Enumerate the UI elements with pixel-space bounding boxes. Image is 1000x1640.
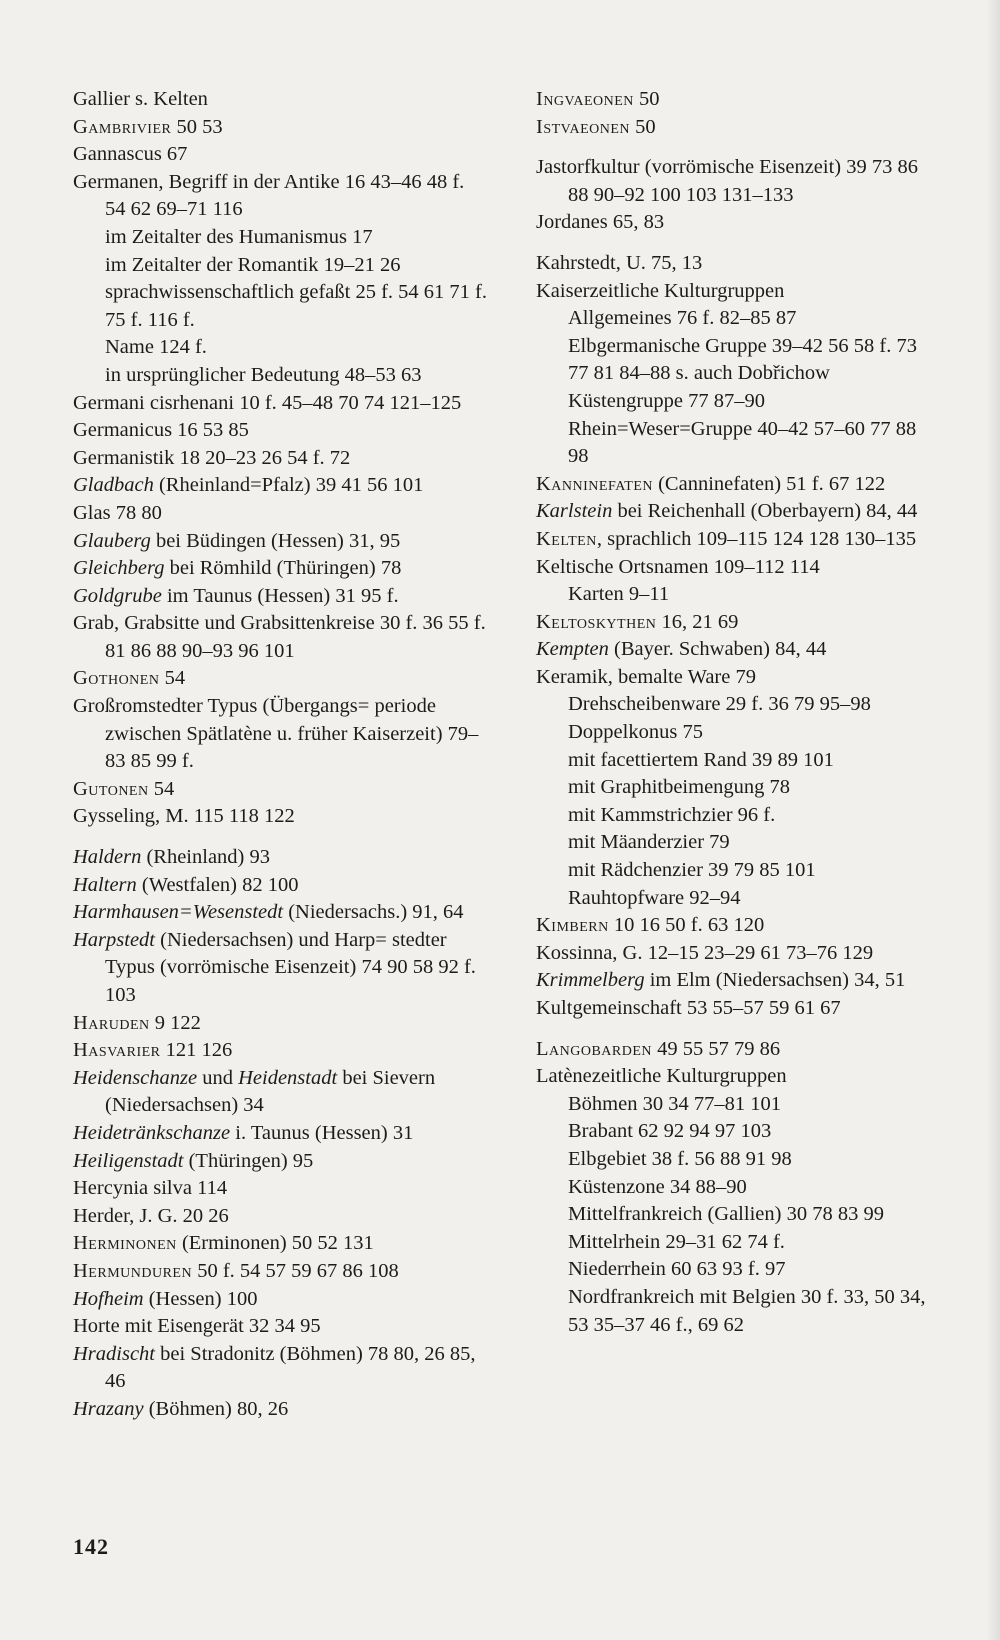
index-entry [73, 86, 488, 114]
entry-term-italic: Gladbach [73, 474, 154, 497]
index-entry [73, 583, 488, 611]
index-entry [73, 555, 488, 583]
index-entry [73, 1258, 488, 1286]
index-entry [73, 872, 488, 900]
entry-text: 49 55 57 79 86 [652, 1037, 781, 1060]
index-entry [73, 803, 488, 831]
index-entry [536, 498, 941, 526]
entry-term-italic: Haldern [73, 846, 142, 869]
entry-text: 50 [630, 115, 656, 138]
entry-text: Kossinna, G. 12–15 23–29 61 73–76 129 [536, 941, 874, 964]
entry-term-smallcaps: Kanninefaten [536, 472, 653, 495]
index-subentry [73, 334, 488, 362]
entry-text: Küstenzone 34 88–90 [568, 1175, 747, 1198]
index-subentry [536, 802, 941, 830]
entry-text: 10 16 50 f. 63 120 [608, 914, 765, 937]
index-entry [536, 609, 941, 637]
index-entry [73, 417, 488, 445]
index-entry [73, 500, 488, 528]
entry-term-smallcaps: Hasvarier [73, 1039, 161, 1062]
entry-text: bei Büdingen (Hessen) 31, 95 [150, 529, 401, 552]
entry-text: Großromstedter Typus (Übergangs= periode zwischen Spätlatène u. früher Kaiserzeit) 79–83 85 99 f. [73, 695, 479, 773]
entry-text: Rhein=Weser=Gruppe 40–42 57–60 77 88 98 [568, 417, 917, 468]
entry-text: (Rheinland) 93 [141, 846, 270, 869]
index-entry [536, 664, 941, 692]
entry-text: (Niedersachs.) 91, 64 [283, 901, 464, 924]
entry-text: Kaiserzeitliche Kulturgruppen [536, 279, 785, 302]
entry-text: mit Rädchenzier 39 79 85 101 [568, 859, 816, 882]
index-entry [536, 250, 941, 278]
index-entry [73, 1230, 488, 1258]
entry-text: mit facettiertem Rand 39 89 101 [568, 748, 834, 771]
entry-term-smallcaps: Kelten [536, 527, 597, 550]
index-entry [536, 940, 941, 968]
entry-text: Allgemeines 76 f. 82–85 87 [568, 307, 797, 330]
entry-text: Latènezeitliche Kulturgruppen [536, 1065, 787, 1088]
entry-text: Böhmen 30 34 77–81 101 [568, 1092, 781, 1115]
entry-text: sprachwissenschaftlich gefaßt 25 f. 54 61 71 f. 75 f. 116 f. [105, 281, 487, 331]
entry-term-italic: Gleichberg [73, 557, 165, 580]
index-subentry [536, 388, 941, 416]
entry-text: im Zeitalter des Humanismus 17 [105, 225, 373, 248]
index-column-right [536, 86, 941, 1339]
entry-text: 54 [148, 777, 175, 800]
entry-text: mit Mäanderzier 79 [568, 831, 730, 854]
entry-text: Germanistik 18 20–23 26 54 f. 72 [73, 446, 351, 469]
entry-text: im Elm (Niedersachsen) 34, 51 [644, 969, 906, 992]
entry-text: Jordanes 65, 83 [536, 211, 665, 234]
index-entry [73, 1037, 488, 1065]
entry-text: Gallier s. Kelten [73, 88, 208, 110]
entry-text: mit Kammstrichzier 96 f. [568, 803, 776, 826]
entry-text: (Canninefaten) 51 f. 67 122 [652, 472, 886, 495]
entry-text: Mittelfrankreich (Gallien) 30 78 83 99 [568, 1203, 884, 1226]
index-subentry [536, 305, 941, 333]
index-entry [73, 844, 488, 872]
entry-text: in ursprünglicher Bedeutung 48–53 63 [105, 363, 422, 386]
index-entry [73, 1396, 488, 1424]
entry-term-smallcaps: Keltoskythen [536, 610, 657, 633]
index-entry [536, 995, 941, 1023]
entry-text: Gannascus 67 [73, 143, 188, 166]
index-entry [73, 390, 488, 418]
entry-text: Niederrhein 60 63 93 f. 97 [568, 1258, 786, 1281]
entry-text: 50 [633, 88, 660, 110]
index-entry [73, 1286, 488, 1314]
entry-text: Mittelrhein 29–31 62 74 f. [568, 1230, 785, 1253]
index-entry [73, 141, 488, 169]
entry-text: Brabant 62 92 94 97 103 [568, 1120, 772, 1143]
entry-term-smallcaps: Hermunduren [73, 1259, 193, 1282]
entry-text: , sprachlich 109–115 124 128 130–135 [596, 527, 917, 550]
entry-term-italic: Heidetränkschanze [73, 1121, 231, 1144]
index-entry [73, 1010, 488, 1038]
index-entry [73, 169, 488, 224]
index-entry [73, 1175, 488, 1203]
entry-term-italic: Heidenschanze [73, 1066, 198, 1089]
entry-text: bei Römhild (Thüringen) 78 [164, 557, 402, 580]
index-subentry [536, 1284, 941, 1339]
index-entry [536, 526, 941, 554]
index-entry [73, 528, 488, 556]
entry-text: und [197, 1066, 239, 1089]
index-entry [73, 610, 488, 665]
index-subentry [73, 252, 488, 280]
entry-term-italic: Hradischt [73, 1342, 155, 1365]
entry-text: Glas 78 80 [73, 501, 162, 524]
entry-term-smallcaps: Gutonen [73, 777, 149, 800]
index-entry [536, 154, 941, 209]
index-subentry [536, 829, 941, 857]
entry-text: Nordfrankreich mit Belgien 30 f. 33, 50 34, 53 35–37 46 f., 69 62 [568, 1285, 926, 1336]
entry-text: (Hessen) 100 [143, 1287, 258, 1310]
index-entry [73, 1120, 488, 1148]
index-entry [73, 1065, 488, 1120]
index-entry [73, 665, 488, 693]
entry-text: Elbgermanische Gruppe 39–42 56 58 f. 73 77 81 84–88 s. auch Dobřichow [568, 334, 917, 385]
entry-text: Drehscheibenware 29 f. 36 79 95–98 [568, 693, 871, 716]
entry-text: Karten 9–11 [568, 583, 670, 606]
entry-text: 50 f. 54 57 59 67 86 108 [192, 1259, 399, 1282]
entry-term-italic: Heidenstadt [238, 1066, 338, 1089]
entry-text: bei Sievern (Niedersachsen) 34 [105, 1066, 436, 1117]
entry-text: (Böhmen) 80, 26 [143, 1397, 289, 1420]
index-entry [536, 554, 941, 582]
entry-text: im Taunus (Hessen) 31 95 f. [161, 584, 399, 607]
index-entry [536, 1036, 941, 1064]
entry-text: Doppelkonus 75 [568, 721, 703, 744]
entry-text: Herder, J. G. 20 26 [73, 1204, 229, 1227]
entry-text: (Rheinland=Pfalz) 39 41 56 101 [153, 474, 424, 497]
entry-text: (Erminonen) 50 52 131 [176, 1232, 374, 1255]
entry-term-italic: Kempten [536, 638, 609, 661]
entry-term-italic: Goldgrube [73, 584, 162, 607]
entry-text: 16, 21 69 [656, 610, 739, 633]
entry-term-smallcaps: Gothonen [73, 667, 160, 690]
index-entry [536, 114, 941, 142]
index-entry [73, 1313, 488, 1341]
entry-text: mit Graphitbeimengung 78 [568, 776, 791, 799]
entry-term-italic: Karlstein [536, 500, 613, 523]
index-subentry [536, 719, 941, 747]
index-subentry [536, 885, 941, 913]
entry-term-italic: Harmhausen=Wesenstedt [73, 901, 284, 924]
index-entry [536, 471, 941, 499]
index-entry [73, 776, 488, 804]
page-edge-shadow [986, 0, 1000, 1640]
index-entry [536, 967, 941, 995]
index-entry [73, 927, 488, 1010]
entry-term-smallcaps: Kimbern [536, 914, 609, 937]
entry-text: Küstengruppe 77 87–90 [568, 389, 766, 412]
entry-text: 50 53 [171, 115, 223, 138]
entry-text: (Westfalen) 82 100 [136, 873, 299, 896]
entry-text: (Niedersachsen) und Harp= stedter Typus (vorrömische Eisenzeit) 74 90 58 92 f. 103 [105, 928, 476, 1006]
entry-term-italic: Harpstedt [73, 928, 155, 951]
index-subentry [536, 857, 941, 885]
index-entry [73, 1203, 488, 1231]
index-entry [536, 278, 941, 306]
entry-term-italic: Glauberg [73, 529, 151, 552]
entry-text: Hercynia silva 114 [73, 1177, 228, 1200]
entry-term-italic: Hrazany [73, 1397, 144, 1420]
index-entry [73, 114, 488, 142]
index-subentry [73, 279, 488, 334]
entry-text: Germanicus 16 53 85 [73, 419, 249, 442]
index-subentry [536, 581, 941, 609]
entry-text: Keltische Ortsnamen 109–112 114 [536, 555, 820, 578]
index-subentry [536, 1201, 941, 1229]
entry-text: Germani cisrhenani 10 f. 45–48 70 74 121–125 [73, 391, 462, 414]
entry-text: (Bayer. Schwaben) 84, 44 [608, 638, 827, 661]
entry-text: i. Taunus (Hessen) 31 [230, 1121, 414, 1144]
index-entry [536, 209, 941, 237]
entry-term-smallcaps: Langobarden [536, 1037, 653, 1060]
entry-term-italic: Krimmelberg [536, 969, 645, 992]
index-subentry [536, 691, 941, 719]
entry-text: (Thüringen) 95 [183, 1149, 314, 1172]
entry-term-italic: Haltern [73, 873, 137, 896]
index-subentry [536, 416, 941, 471]
entry-text: 54 [159, 667, 186, 690]
entry-text: Kultgemeinschaft 53 55–57 59 61 67 [536, 997, 841, 1019]
entry-text: Grab, Grabsitte und Grabsittenkreise 30 f. 36 55 f. 81 86 88 90–93 96 101 [73, 612, 486, 662]
index-entry [73, 693, 488, 776]
index-entry [536, 636, 941, 664]
entry-text: Elbgebiet 38 f. 56 88 91 98 [568, 1147, 792, 1170]
index-entry [73, 1148, 488, 1176]
index-entry [73, 899, 488, 927]
index-subentry [536, 1146, 941, 1174]
entry-text: Jastorfkultur (vorrömische Eisenzeit) 39 73 86 88 90–92 100 103 131–133 [536, 156, 919, 206]
entry-term-smallcaps: Herminonen [73, 1232, 177, 1255]
index-subentry [536, 1229, 941, 1257]
entry-text: 121 126 [160, 1039, 233, 1062]
index-entry [536, 912, 941, 940]
index-entry [536, 1063, 941, 1091]
entry-term-smallcaps: Gambrivier [73, 115, 172, 138]
entry-text: bei Reichenhall (Oberbayern) 84, 44 [612, 500, 918, 523]
entry-text: bei Stradonitz (Böhmen) 78 80, 26 85, 46 [105, 1342, 476, 1393]
entry-text: Gysseling, M. 115 118 122 [73, 805, 295, 828]
index-column-left [73, 86, 488, 1424]
index-entry [536, 86, 941, 114]
entry-text: Germanen, Begriff in der Antike 16 43–46 48 f. 54 62 69–71 116 [73, 170, 465, 221]
entry-term-smallcaps: Haruden [73, 1011, 150, 1034]
index-subentry [536, 1091, 941, 1119]
index-subentry [536, 1174, 941, 1202]
entry-term-smallcaps: Ingvaeonen [536, 88, 634, 110]
index-subentry [536, 1256, 941, 1284]
index-subentry [536, 333, 941, 388]
index-subentry [536, 1118, 941, 1146]
entry-term-smallcaps: Istvaeonen [536, 115, 631, 138]
page-number: 142 [73, 1534, 109, 1559]
index-entry [73, 445, 488, 473]
index-entry [73, 472, 488, 500]
index-subentry [536, 774, 941, 802]
entry-text: Kahrstedt, U. 75, 13 [536, 251, 703, 274]
index-entry [73, 1341, 488, 1396]
index-subentry [536, 747, 941, 775]
entry-text: Horte mit Eisengerät 32 34 95 [73, 1315, 321, 1338]
index-subentry [73, 224, 488, 252]
entry-term-italic: Hofheim [73, 1287, 144, 1310]
entry-text: Rauhtopfware 92–94 [568, 886, 741, 909]
entry-text: im Zeitalter der Romantik 19–21 26 [105, 253, 401, 276]
entry-term-italic: Heiligenstadt [73, 1149, 184, 1172]
index-subentry [73, 362, 488, 390]
entry-text: Name 124 f. [105, 336, 207, 359]
entry-text: Keramik, bemalte Ware 79 [536, 665, 756, 688]
entry-text: 9 122 [149, 1011, 201, 1034]
